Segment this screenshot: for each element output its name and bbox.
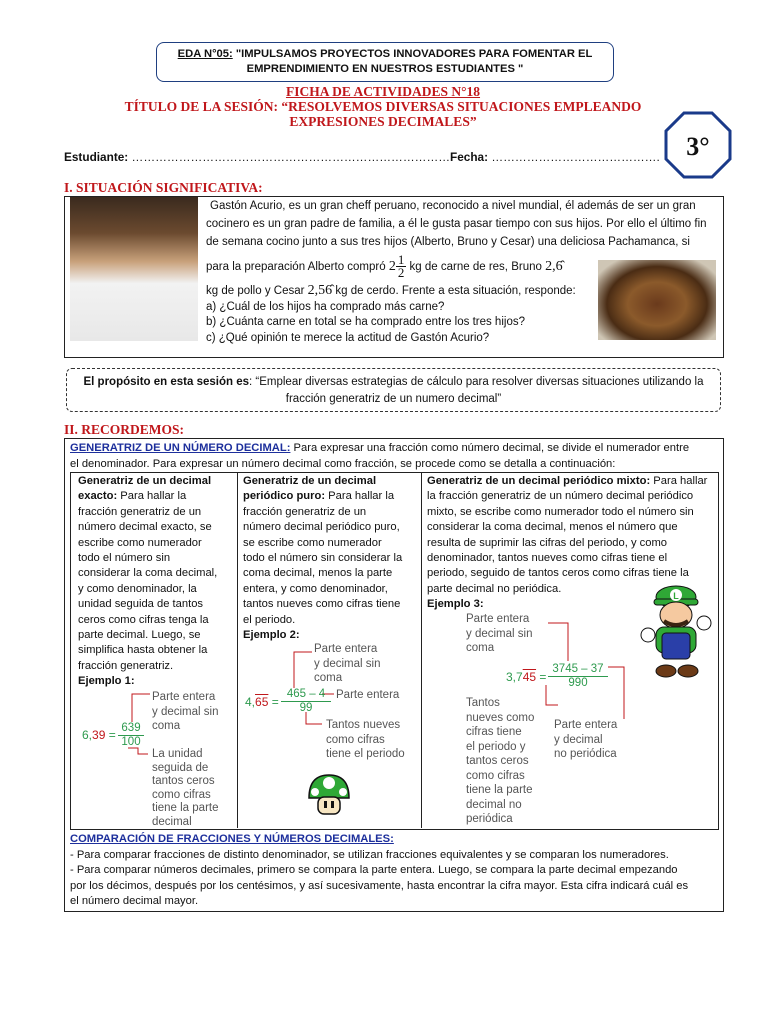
ex3-ann: Parte entera	[466, 613, 530, 625]
ex1-dec: 39	[92, 728, 106, 742]
ex2-ann: coma	[314, 672, 343, 684]
col2-title-2: periódico puro:	[243, 490, 326, 503]
ex1-ann: Parte entera	[152, 691, 216, 703]
example1-annotation-top	[152, 690, 218, 734]
ex2-num: 465 – 4	[281, 688, 331, 702]
col3-line: parte decimal no periódica.	[427, 582, 562, 595]
col1-line: todo el número sin	[78, 552, 171, 565]
comparison-title: COMPARACIÓN DE FRACCIONES Y NÚMEROS DECIMALES:	[70, 833, 394, 845]
ex2-ann: como cifras	[326, 733, 385, 746]
col1-line: parte decimal. Luego, se	[78, 629, 201, 642]
col2-line: todo el número sin considerar la	[243, 552, 403, 565]
ex1-ann: decimal	[152, 815, 192, 828]
col1-example-label: Ejemplo 1:	[78, 675, 135, 688]
col3-line: resulta de suprimir las cifras del periodo, y como	[427, 536, 668, 549]
generatriz-text-2: el denominador. Para expresar un número decimal como fracción, se procede como se detalla a continuación:	[70, 457, 616, 470]
worksheet-title	[120, 84, 646, 129]
cesar-value: 2,56̂	[307, 282, 333, 298]
col2-line: el periodo.	[243, 613, 296, 626]
situation-heading: I. SITUACIÓN SIGNIFICATIVA:	[64, 180, 263, 195]
col2-line: número decimal periódico puro,	[243, 521, 400, 534]
ex2-den: 99	[299, 702, 313, 714]
story-line-2: cocinero es un gran padre de familia, a él le gusta pasar tiempo con sus hijos. Por ello el último fin	[206, 218, 707, 231]
date-field[interactable]: …………………………………….	[491, 150, 660, 164]
col1-line: ceros como cifras tenga la	[78, 613, 209, 626]
question-c: c) ¿Qué opinión te merece la actitud de Gastón Acurio?	[206, 331, 490, 344]
story-line-4a: para la preparación Alberto compró	[206, 260, 386, 273]
ex2-dec: 65	[255, 695, 269, 709]
column-divider-2	[421, 472, 422, 828]
recordemos-heading: II. RECORDEMOS:	[64, 422, 185, 437]
example1-leader-lines	[118, 690, 152, 760]
example2-annotation-mid: Parte entera	[336, 689, 400, 701]
ex2-ann: y decimal sin	[314, 657, 381, 670]
story-line-1: Gastón Acurio, es un gran cheff peruano, reconocido a nivel mundial, él además de ser un gran	[210, 200, 696, 212]
ex3-ann: como cifras	[466, 769, 525, 782]
col1-line: Para hallar la	[120, 490, 187, 503]
col3-line: periodo, seguido de tantos ceros como cifras tiene la	[427, 567, 689, 580]
ex3-num: 3745 – 37	[548, 663, 608, 677]
story-line-5b: kg de cerdo. Frente a esta situación, responde:	[335, 284, 576, 297]
method-pure-periodic	[243, 474, 419, 643]
ex1-ann: seguida de	[152, 761, 209, 774]
ex1-ann: tiene la parte	[152, 802, 219, 814]
example2-fraction	[281, 688, 331, 715]
ex1-ann: La unidad	[152, 748, 203, 760]
ex1-ann: coma	[152, 720, 181, 732]
chef-photo	[70, 197, 198, 341]
ex3-int: 3,7	[506, 670, 523, 684]
example2-annotation-bottom	[326, 718, 405, 762]
col3-line: considerar la coma decimal, menos el número que	[427, 521, 678, 534]
col3-line: Para hallar	[653, 475, 708, 487]
eda-label: EDA N°05:	[177, 48, 233, 60]
ex2-ann: Parte entera	[314, 643, 378, 655]
col1-title-2: exacto:	[78, 490, 118, 503]
col2-line: fracción generatriz de un	[243, 505, 367, 518]
ex3-ann: y decimal	[554, 733, 603, 746]
ex1-num: 639	[118, 722, 144, 736]
col3-line: mixto, se escribe como numerador todo el número sin	[427, 505, 694, 518]
story-line-4	[206, 252, 718, 282]
generatriz-intro	[70, 441, 720, 472]
story-line-3: de semana cocino junto a sus tres hijos (Alberto, Bruno y Cesar) una deliciosa Pachamanca, si	[206, 236, 690, 249]
col1-line: y como denominador, la	[78, 582, 197, 595]
generatriz-title: GENERATRIZ DE UN NÚMERO DECIMAL:	[70, 442, 291, 454]
ex1-int: 6,	[82, 728, 93, 742]
situation-text	[206, 197, 718, 346]
mixed-whole: 2	[388, 258, 396, 274]
example3-decimal: 3,745 =	[506, 670, 547, 684]
col3-line: denominador, tantos nueves como cifras tiene el	[427, 552, 668, 565]
example3-annotation-right	[554, 718, 617, 762]
story-line-5	[206, 282, 718, 300]
ex3-dec: 45	[522, 670, 537, 684]
mixed-num: 1	[397, 252, 405, 268]
col3-line: la fracción generatriz de un número decimal periódico	[427, 490, 694, 503]
col2-title-1: Generatriz de un decimal	[243, 475, 377, 487]
ex3-ann: y decimal sin	[466, 627, 533, 640]
ficha-label: FICHA DE ACTIVIDADES N°18	[285, 84, 481, 99]
comparison-section	[70, 832, 720, 910]
eda-title-2: EMPRENDIMIENTO EN NUESTROS ESTUDIANTES "	[246, 63, 524, 75]
ex3-ann: tantos ceros	[466, 755, 529, 767]
example1-annotation-bottom	[152, 748, 219, 829]
ex2-ann: tiene el periodo	[326, 748, 405, 760]
session-title-1: TÍTULO DE LA SESIÓN: “RESOLVEMOS DIVERSAS SITUACIONES EMPLEANDO	[124, 99, 642, 114]
mixed-fraction	[396, 254, 407, 279]
ex3-ann: decimal no	[466, 798, 522, 811]
grade-badge	[664, 111, 732, 179]
ex2-int: 4,	[245, 695, 256, 709]
purpose-text-1: : “Emplear diversas estrategias de cálculo para resolver diversas situaciones utilizando la	[249, 376, 704, 388]
grade-text: 3°	[686, 132, 710, 161]
col3-example-label: Ejemplo 3:	[427, 598, 484, 611]
col2-line: coma decimal, menos la parte	[243, 567, 393, 580]
ex3-ann: cifras tiene	[466, 726, 522, 738]
ex1-ann: y decimal sin	[152, 705, 219, 718]
example1-decimal: 6,39 =	[82, 728, 116, 742]
story-line-4b: kg de carne de res, Bruno	[409, 260, 542, 273]
purpose-label: El propósito en esta sesión es	[83, 376, 250, 388]
example3-annotation-left	[466, 696, 534, 827]
mushroom-icon	[306, 772, 352, 818]
col1-line: simplifica hasta obtener la	[78, 644, 208, 657]
ex3-ann: el periodo y	[466, 740, 526, 753]
column-divider-1	[237, 472, 238, 828]
ex3-den: 990	[568, 677, 588, 689]
col2-line: entera, y como denominador,	[243, 582, 388, 595]
col1-line: fracción generatriz.	[78, 659, 174, 672]
svg-text:L: L	[673, 591, 679, 601]
col1-line: escribe como numerador	[78, 536, 202, 549]
example2-decimal: 4,65 =	[245, 695, 279, 709]
col2-line: se escribe como numerador	[243, 536, 382, 549]
eda-title-box	[156, 42, 614, 82]
story-line-5a: kg de pollo y Cesar	[206, 284, 305, 297]
ex1-den: 100	[121, 736, 141, 748]
col2-example-label: Ejemplo 2:	[243, 629, 300, 642]
ex3-ann: nueves como	[466, 711, 535, 724]
session-title-2: EXPRESIONES DECIMALES”	[289, 114, 477, 129]
question-b: b) ¿Cuánta carne en total se ha comprado entre los tres hijos?	[206, 316, 525, 329]
question-a: a) ¿Cuál de los hijos ha comprado más carne?	[206, 300, 445, 313]
mixed-den: 2	[397, 265, 405, 281]
date-line[interactable]	[450, 150, 660, 164]
ex1-ann: tantos ceros	[152, 775, 215, 787]
col1-line: considerar la coma decimal,	[78, 567, 218, 580]
ex3-ann: tiene la parte	[466, 784, 533, 796]
eda-title-1: "IMPULSAMOS PROYECTOS INNOVADORES PARA FOMENTAR EL	[232, 48, 593, 60]
method-exact	[78, 474, 236, 690]
col1-line: número decimal exacto, se	[78, 521, 212, 534]
col2-line: tantos nueves como cifras tiene	[243, 598, 401, 611]
col1-line: fracción generatriz de un	[78, 505, 202, 518]
purpose-text-2: fracción generatriz de un numero decimal”	[285, 393, 502, 405]
bruno-value: 2,6̂	[545, 258, 563, 274]
generatriz-text-1: Para expresar una fracción como número decimal, se divide el numerador entre	[290, 442, 690, 454]
purpose-box	[66, 368, 721, 412]
col3-title: Generatriz de un decimal periódico mixto:	[427, 475, 651, 487]
example3-fraction	[548, 663, 608, 690]
ex3-ann: no periódica	[554, 748, 617, 760]
col1-line: unidad seguida de tantos	[78, 598, 204, 611]
date-label: Fecha:	[450, 150, 489, 164]
col2-line: Para hallar la	[328, 490, 395, 503]
ex3-ann: Parte entera	[554, 719, 618, 731]
student-line[interactable]	[64, 150, 453, 164]
ex3-ann: periódica	[466, 813, 513, 825]
luigi-character-icon	[636, 583, 714, 679]
student-field[interactable]: ……………………………………………………………………….	[131, 150, 454, 164]
comparison-1: - Para comparar fracciones de distinto denominador, se utilizan fracciones equivalentes y se comparan los numeradores.	[70, 848, 669, 861]
ex3-ann: Tantos	[466, 697, 500, 709]
comparison-2c: el número decimal mayor.	[70, 895, 199, 908]
ex2-ann: Tantos nueves	[326, 719, 401, 731]
ex3-ann: coma	[466, 642, 495, 654]
col1-title-1: Generatriz de un decimal	[78, 475, 212, 487]
ex1-ann: como cifras	[152, 788, 211, 801]
comparison-2b: por los décimos, después por los centésimos, y así sucesivamente, hasta encontrar la cifra mayor. Esta cifra indicará cuál es	[70, 879, 689, 892]
student-label: Estudiante:	[64, 150, 129, 164]
comparison-2a: - Para comparar números decimales, primero se compara la parte entera. Luego, se compara la parte decimal empezando	[70, 864, 678, 877]
